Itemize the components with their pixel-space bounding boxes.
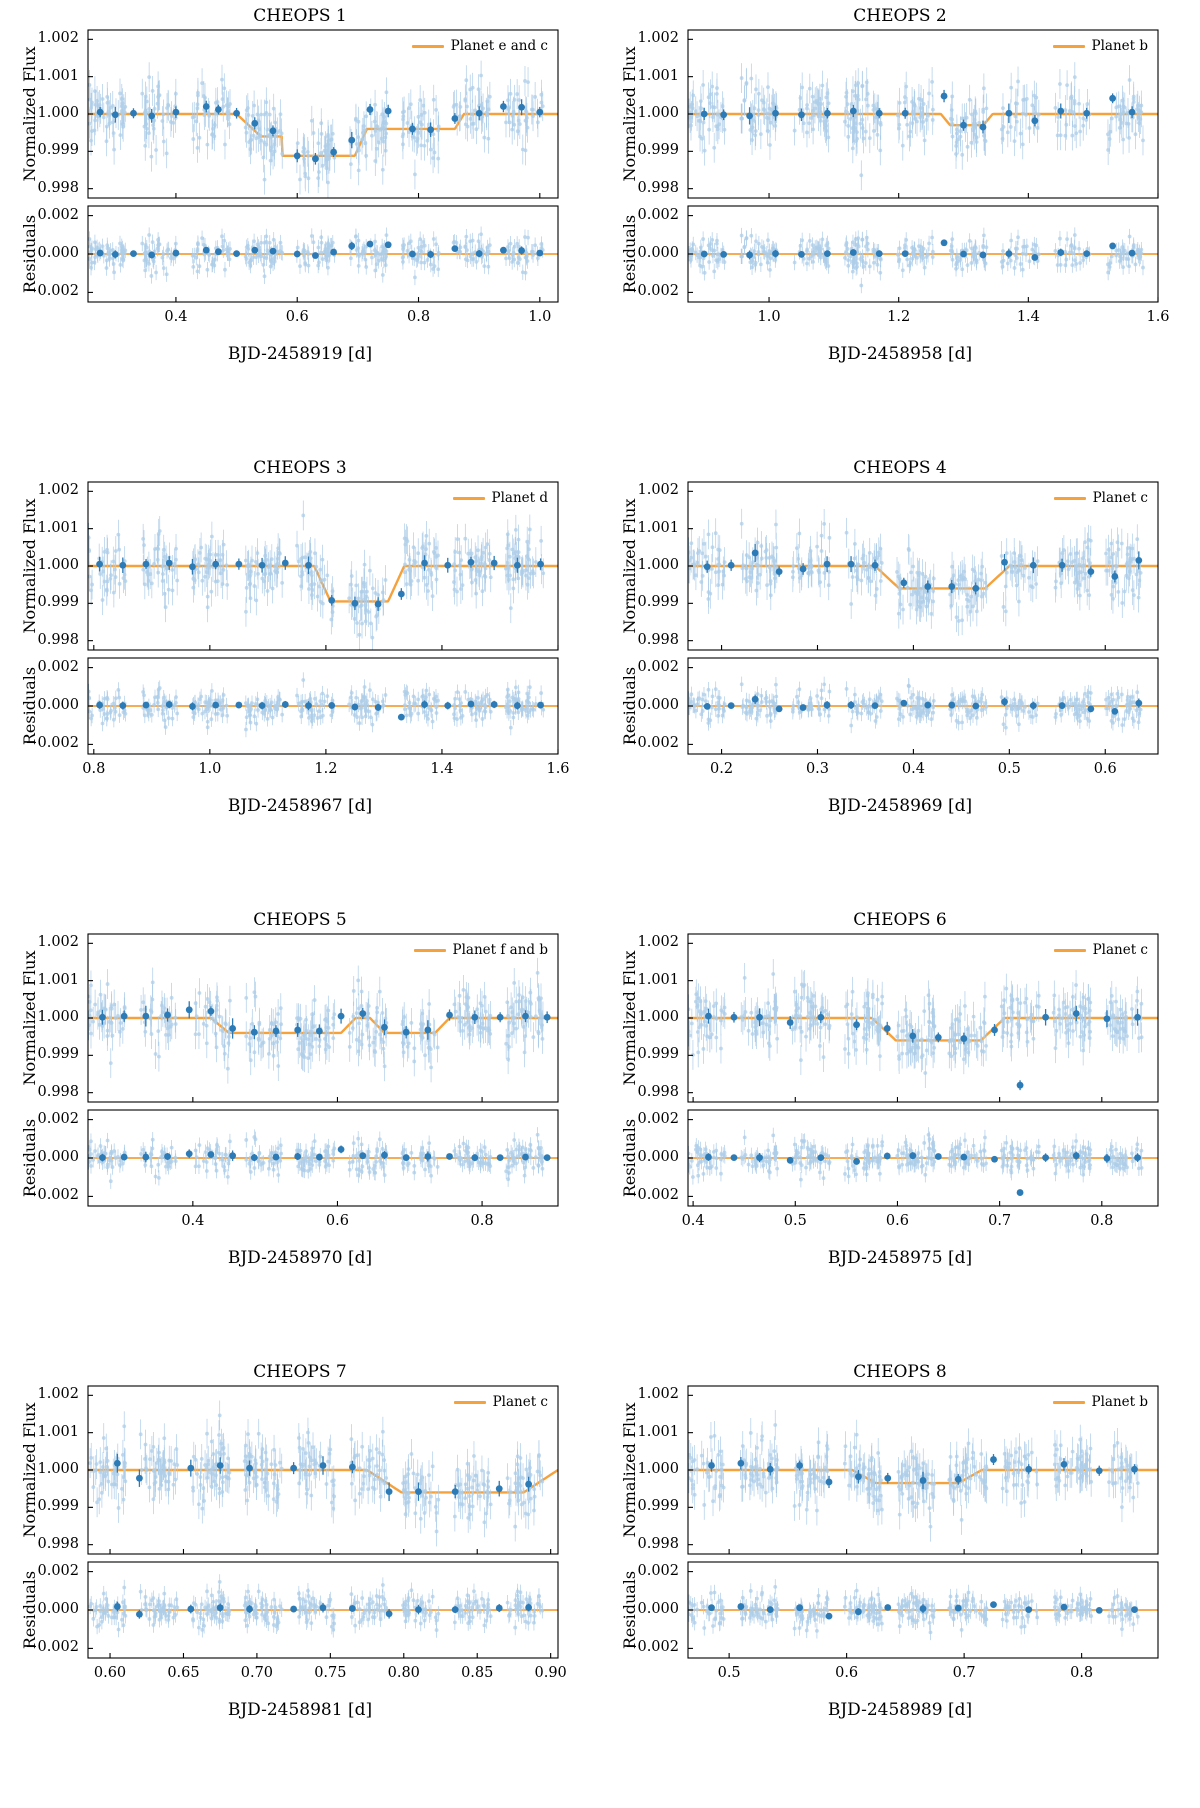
- legend-line-swatch: [1053, 1401, 1085, 1404]
- x-tick-label: 0.75: [314, 1665, 347, 1681]
- legend: [414, 942, 548, 958]
- flux-ytick-label: 0.998: [637, 179, 679, 196]
- residual-axis-label: Residuals: [20, 214, 39, 294]
- flux-ytick-label: 1.002: [37, 934, 79, 951]
- panel-title: CHEOPS 1: [253, 6, 347, 26]
- panel-title: CHEOPS 3: [253, 458, 347, 478]
- flux-ytick-label: 0.998: [37, 631, 79, 648]
- flux-ytick-label: 1.000: [37, 557, 79, 573]
- flux-ytick-label: 1.000: [37, 1009, 79, 1025]
- chart-panel-6: [600, 904, 1200, 1356]
- flux-ytick-label: 0.999: [37, 1498, 79, 1515]
- flux-axis-label: Normalized Flux: [20, 498, 39, 634]
- flux-ytick-label: 1.001: [37, 67, 79, 84]
- legend-label: Planet d: [491, 490, 548, 506]
- plot-canvas: [600, 0, 1200, 452]
- x-axis-label: BJD-2458919 [d]: [227, 344, 373, 364]
- flux-ytick-label: 1.002: [37, 30, 79, 47]
- x-tick-label: 0.8: [1090, 1213, 1114, 1229]
- flux-ytick-label: 0.998: [37, 1535, 79, 1552]
- residual-ytick-label: 0.000: [637, 1149, 679, 1165]
- chart-panel-3: [0, 452, 600, 904]
- flux-ytick-label: 1.001: [37, 1423, 79, 1440]
- plot-canvas: [0, 0, 600, 452]
- panel-title: CHEOPS 2: [853, 6, 947, 26]
- legend: [1054, 942, 1148, 958]
- x-axis-label: BJD-2458967 [d]: [227, 796, 373, 816]
- flux-ytick-label: 1.000: [637, 1009, 679, 1025]
- residual-ytick-label: 0.000: [37, 697, 79, 713]
- residual-ytick-label: −0.002: [25, 283, 79, 300]
- legend: [1054, 490, 1148, 506]
- panel-title: CHEOPS 4: [853, 458, 947, 478]
- x-tick-label: 1.0: [757, 309, 781, 325]
- x-tick-label: 0.6: [285, 309, 309, 325]
- legend-line-swatch: [1053, 45, 1085, 48]
- flux-ytick-label: 1.000: [37, 1461, 79, 1477]
- x-axis-label: BJD-2458981 [d]: [227, 1700, 373, 1720]
- x-tick-label: 1.2: [887, 309, 911, 325]
- flux-ytick-label: 1.001: [637, 67, 679, 84]
- chart-panel-2: [600, 0, 1200, 452]
- legend-label: Planet f and b: [452, 942, 548, 958]
- flux-ytick-label: 1.001: [37, 519, 79, 536]
- flux-axis-label: Normalized Flux: [620, 950, 639, 1086]
- residual-ytick-label: 0.002: [37, 658, 79, 675]
- plot-canvas: [0, 904, 600, 1356]
- flux-axis-label: Normalized Flux: [20, 1402, 39, 1538]
- flux-axis-label: Normalized Flux: [620, 1402, 639, 1538]
- legend-line-swatch: [414, 949, 446, 952]
- legend-line-swatch: [1054, 949, 1086, 952]
- residual-ytick-label: 0.002: [637, 206, 679, 223]
- x-axis-label: BJD-2458989 [d]: [827, 1700, 973, 1720]
- flux-ytick-label: 1.002: [637, 482, 679, 499]
- x-tick-label: 0.6: [885, 1213, 909, 1229]
- x-tick-label: 0.4: [681, 1213, 705, 1229]
- flux-ytick-label: 1.000: [37, 105, 79, 121]
- x-tick-label: 0.8: [1070, 1665, 1094, 1681]
- x-tick-label: 0.8: [82, 761, 106, 777]
- flux-ytick-label: 0.999: [637, 594, 679, 611]
- x-tick-label: 1.4: [1016, 309, 1040, 325]
- flux-ytick-label: 0.998: [637, 1083, 679, 1100]
- flux-ytick-label: 1.001: [637, 971, 679, 988]
- x-tick-label: 0.4: [901, 761, 925, 777]
- x-tick-label: 0.4: [181, 1213, 205, 1229]
- panel-title: CHEOPS 5: [253, 910, 347, 930]
- x-tick-label: 0.8: [406, 309, 431, 325]
- flux-ytick-label: 1.002: [637, 934, 679, 951]
- flux-ytick-label: 1.000: [637, 1461, 679, 1477]
- residual-ytick-label: 0.000: [637, 1601, 679, 1617]
- flux-ytick-label: 1.000: [637, 557, 679, 573]
- residual-axis-label: Residuals: [620, 1570, 639, 1650]
- x-axis-label: BJD-2458958 [d]: [827, 344, 973, 364]
- x-axis-label: BJD-2458975 [d]: [827, 1248, 973, 1268]
- x-tick-label: 0.5: [717, 1665, 741, 1681]
- plot-canvas: [0, 452, 600, 904]
- residual-axis-label: Residuals: [620, 666, 639, 746]
- plot-canvas: [600, 452, 1200, 904]
- residual-axis-label: Residuals: [620, 1118, 639, 1198]
- flux-ytick-label: 1.002: [637, 1386, 679, 1403]
- panel-title: CHEOPS 6: [853, 910, 947, 930]
- legend: [453, 490, 549, 506]
- residual-ytick-label: 0.000: [637, 245, 679, 261]
- x-tick-label: 0.6: [835, 1665, 859, 1681]
- legend: [454, 1394, 548, 1410]
- flux-ytick-label: 0.999: [37, 594, 79, 611]
- residual-ytick-label: −0.002: [25, 1187, 79, 1204]
- x-tick-label: 0.85: [461, 1665, 494, 1681]
- residual-axis-label: Residuals: [620, 214, 639, 294]
- residual-ytick-label: 0.000: [637, 697, 679, 713]
- flux-ytick-label: 0.999: [37, 1046, 79, 1063]
- flux-ytick-label: 1.002: [37, 482, 79, 499]
- legend-label: Planet b: [1091, 1394, 1148, 1410]
- residual-ytick-label: −0.002: [625, 1187, 679, 1204]
- x-tick-label: 0.90: [534, 1665, 567, 1681]
- legend-label: Planet c: [1092, 942, 1148, 958]
- flux-ytick-label: 1.002: [637, 30, 679, 47]
- flux-ytick-label: 0.999: [637, 142, 679, 159]
- residual-ytick-label: −0.002: [25, 1639, 79, 1656]
- x-tick-label: 0.70: [240, 1665, 274, 1681]
- residual-ytick-label: 0.002: [37, 206, 79, 223]
- legend-label: Planet e and c: [450, 38, 548, 54]
- x-tick-label: 0.8: [470, 1213, 494, 1229]
- flux-ytick-label: 0.999: [637, 1498, 679, 1515]
- flux-ytick-label: 0.998: [37, 179, 79, 196]
- chart-panel-1: [0, 0, 600, 452]
- residual-ytick-label: −0.002: [625, 735, 679, 752]
- legend-line-swatch: [412, 45, 444, 48]
- chart-panel-7: [0, 1356, 600, 1808]
- flux-ytick-label: 1.001: [637, 519, 679, 536]
- x-axis-label: BJD-2458969 [d]: [827, 796, 973, 816]
- residual-ytick-label: 0.000: [37, 1601, 79, 1617]
- legend-line-swatch: [1054, 497, 1086, 500]
- flux-ytick-label: 1.001: [637, 1423, 679, 1440]
- chart-panel-5: [0, 904, 600, 1356]
- x-tick-label: 1.4: [430, 761, 454, 777]
- flux-axis-label: Normalized Flux: [20, 46, 39, 182]
- residual-ytick-label: 0.000: [37, 1149, 79, 1165]
- plot-canvas: [0, 1356, 600, 1808]
- residual-axis-label: Residuals: [20, 1570, 39, 1650]
- panel-title: CHEOPS 7: [253, 1362, 347, 1382]
- x-tick-label: 0.5: [997, 761, 1021, 777]
- flux-axis-label: Normalized Flux: [620, 46, 639, 182]
- flux-axis-label: Normalized Flux: [20, 950, 39, 1086]
- x-tick-label: 1.0: [198, 761, 222, 777]
- legend-line-swatch: [453, 497, 485, 500]
- chart-panel-4: [600, 452, 1200, 904]
- x-tick-label: 0.5: [783, 1213, 807, 1229]
- x-tick-label: 1.2: [314, 761, 338, 777]
- x-tick-label: 0.6: [1093, 761, 1117, 777]
- legend: [1053, 1394, 1149, 1410]
- residual-ytick-label: −0.002: [25, 735, 79, 752]
- legend-label: Planet c: [1092, 490, 1148, 506]
- x-tick-label: 0.80: [387, 1665, 420, 1681]
- plot-canvas: [600, 904, 1200, 1356]
- residual-axis-label: Residuals: [20, 1118, 39, 1198]
- legend: [412, 38, 548, 54]
- x-tick-label: 1.6: [1146, 309, 1170, 325]
- x-axis-label: BJD-2458970 [d]: [227, 1248, 373, 1268]
- x-tick-label: 0.2: [710, 761, 734, 777]
- x-tick-label: 0.4: [164, 309, 188, 325]
- legend-label: Planet b: [1091, 38, 1148, 54]
- residual-ytick-label: −0.002: [625, 1639, 679, 1656]
- chart-panel-8: [600, 1356, 1200, 1808]
- x-tick-label: 0.7: [988, 1213, 1012, 1229]
- residual-ytick-label: 0.000: [37, 245, 79, 261]
- flux-ytick-label: 1.001: [37, 971, 79, 988]
- residual-ytick-label: 0.002: [637, 1562, 679, 1579]
- residual-ytick-label: 0.002: [37, 1110, 79, 1127]
- flux-ytick-label: 0.999: [37, 142, 79, 159]
- plot-canvas: [600, 1356, 1200, 1808]
- flux-ytick-label: 1.002: [37, 1386, 79, 1403]
- legend-label: Planet c: [492, 1394, 548, 1410]
- x-tick-label: 0.3: [805, 761, 830, 777]
- flux-ytick-label: 0.998: [37, 1083, 79, 1100]
- residual-ytick-label: −0.002: [625, 283, 679, 300]
- x-tick-label: 0.65: [167, 1665, 200, 1681]
- panel-title: CHEOPS 8: [853, 1362, 947, 1382]
- residual-axis-label: Residuals: [20, 666, 39, 746]
- residual-ytick-label: 0.002: [637, 658, 679, 675]
- x-tick-label: 0.7: [952, 1665, 976, 1681]
- x-tick-label: 0.6: [325, 1213, 349, 1229]
- flux-axis-label: Normalized Flux: [620, 498, 639, 634]
- x-tick-label: 1.6: [546, 761, 570, 777]
- legend-line-swatch: [454, 1401, 486, 1404]
- flux-ytick-label: 0.998: [637, 1535, 679, 1552]
- legend: [1053, 38, 1149, 54]
- flux-ytick-label: 0.999: [637, 1046, 679, 1063]
- flux-ytick-label: 0.998: [637, 631, 679, 648]
- flux-ytick-label: 1.000: [637, 105, 679, 121]
- x-tick-label: 1.0: [528, 309, 552, 325]
- residual-ytick-label: 0.002: [37, 1562, 79, 1579]
- x-tick-label: 0.60: [93, 1665, 127, 1681]
- residual-ytick-label: 0.002: [637, 1110, 679, 1127]
